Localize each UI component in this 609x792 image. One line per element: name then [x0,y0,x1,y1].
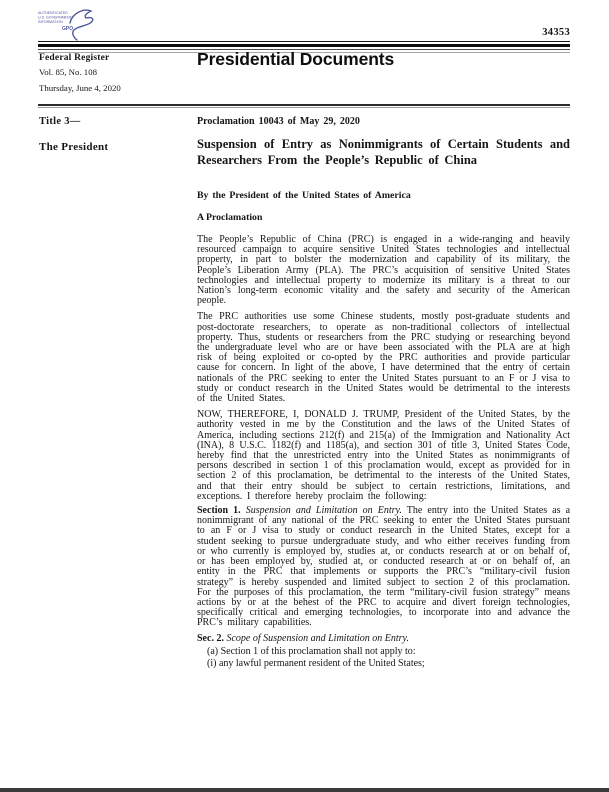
president-label: The President [39,141,109,153]
byline: By the President of the United States of America [197,190,411,201]
masthead-divider-rule-shadow [38,107,570,108]
masthead [39,53,189,93]
title3-label: Title 3— [39,116,81,127]
document-title: Suspension of Entry as Nonimmigrants of Certain Students and Researchers From the People’s Republic of China [197,137,570,167]
clause-i: (i) any lawful permanent resident of the United States; [207,658,425,670]
page-bottom-edge [0,788,609,792]
header-rule-thin [38,41,570,42]
proclamation-number-line: Proclamation 10043 of May 29, 2020 [197,116,360,127]
section-2-heading: Scope of Suspension and Limitation on Entry. [226,632,409,644]
gpo-logo-line1: AUTHENTICATED [38,11,68,15]
gpo-logo-line3: INFORMATION [38,20,63,25]
clause-a: (a) Section 1 of this proclamation shall not apply to: [207,645,416,657]
gpo-logo-line2: U.S. GOVERNMENT [38,15,72,20]
gpo-eagle-icon [36,7,98,43]
document-body [197,116,570,670]
gpo-swoosh-icon [70,10,93,40]
page-number: 34353 [542,27,570,38]
volume-line: Vol. 85, No. 108 [39,67,97,77]
issue-date: Thursday, June 4, 2020 [39,83,121,93]
gpo-logo-gpo: GPO [62,26,74,32]
masthead-divider-rule [38,104,570,106]
section-1-body: The entry into the United States as a nonimmigrant of any national of the PRC seeking to enter the United States pursuant to an F or J visa to study or conduct research in the United States, except for a student seeking to pursue undergraduate study, and who either receives funding from or who currently is employed by, studies at, or conducts research at or on behalf of, or has been employed by, studied at, or conducted research at or on behalf of, an entity in the PRC that implements or supports the PRC’s “military-civil fusion strategy” is hereby suspended and limited subject to section 2 of this proclamation. For the purposes of this proclamation, the term “military-civil fusion strategy” means actions by or at the behest of the PRC to acquire and divert foreign technologies, specifically critical and emerging technologies, to incorporate into and advance the PRC’s military capabilities. [197,505,571,629]
publication-name: Federal Register [39,53,110,63]
section-1-paragraph [197,506,570,628]
section-2-label: Sec. 2. [197,632,224,644]
paragraph-1: The People’s Republic of China (PRC) is engaged in a wide-ranging and heavily resourced campaign to acquire sensitive United States technologies and intellectual property, in part to bolster the modernization and capability of its military, the People’s Liberation Army (PLA). The PRC’s acquisition of sensitive United States technologies and intellectual property to modernize its military is a threat to our Nation’s long-term economic vitality and the safety and security of the American people. [197,234,570,307]
section-heading: Presidential Documents [197,49,395,69]
proclamation-label: A Proclamation [197,212,263,223]
paragraph-3: NOW, THEREFORE, I, DONALD J. TRUMP, President of the United States, by the authority vested in me by the Constitution and the laws of the United States of America, including sections 212(f) and 215(a) of the Immigration and Nationality Act (INA), 8 U.S.C. 1182(f) and 1185(a), and section 301 of title 3, United States Code, hereby find that the unrestricted entry into the United States as nonimmigrants of persons described in section 1 of this proclamation would, except as provided for in section 2 of this proclamation, be detrimental to the interests of the United States, and that their entry should be subject to certain restrictions, limitations, and exceptions. I therefore hereby proclaim the following: [197,409,570,502]
section-1-label: Section 1. [197,505,241,517]
header-rule-thick [38,44,570,47]
section-1-heading: Suspension and Limitation on Entry. [245,505,402,517]
section-2-heading-line [197,634,570,644]
paragraph-2: The PRC authorities use some Chinese students, mostly post-graduate students and post-doctorate researchers, to operate as non-traditional collectors of intellectual property. Thus, students or researchers from the PRC studying or researching beyond the undergraduate level who are or have been associated with the PLA are at high risk of being exploited or co-opted by the PRC authorities and provide particular cause for concern. In light of the above, I have determined that the entry of certain nationals of the PRC seeking to enter the United States pursuant to an F or J visa to study or conduct research in the United States would be detrimental to the interests of the United States. [197,311,570,405]
